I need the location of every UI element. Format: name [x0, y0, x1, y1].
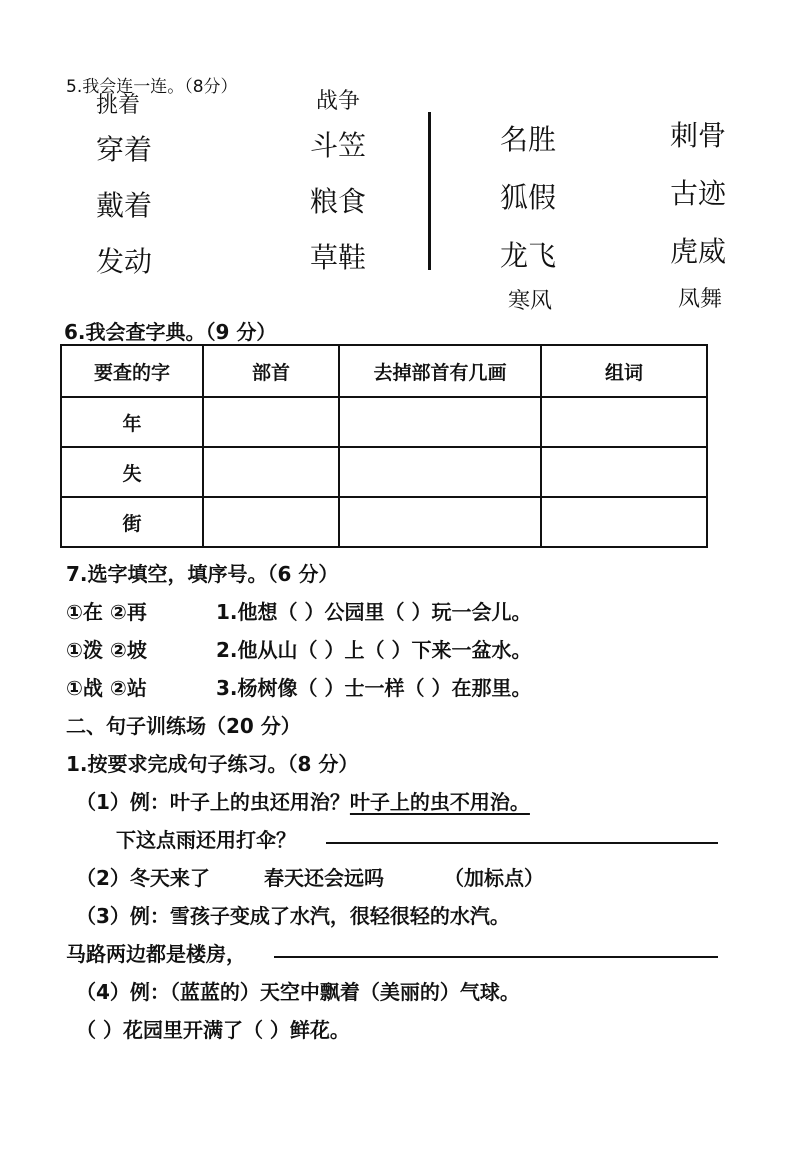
exercise-2-c: （加标点）: [444, 866, 544, 890]
example-1: [76, 786, 530, 815]
match-item: 穿着: [96, 133, 153, 166]
choice-options: ①战 ②站: [66, 676, 147, 700]
match-item: 龙飞: [500, 239, 557, 272]
exercise-2-a: （2）冬天来了: [76, 866, 210, 890]
match-item: 发动: [96, 245, 153, 278]
table-header-row: [61, 345, 707, 397]
fill-sentence: 3.杨树像（ ）士一样（ ）在那里。: [216, 676, 532, 700]
answer-cell[interactable]: [203, 497, 339, 547]
table-row: [61, 397, 707, 447]
match-item: 凤舞: [678, 287, 723, 312]
choice-options: ①泼 ②坡: [66, 638, 147, 662]
match-item: 古迹: [670, 177, 727, 210]
char-cell: 年: [61, 397, 203, 447]
example-4: （4）例：（蓝蓝的）天空中飘着（美丽的）气球。: [76, 980, 520, 1004]
match-item: 虎威: [670, 235, 727, 268]
q6-title: 6.我会查字典。（9 分）: [64, 320, 277, 344]
match-item: 战争: [316, 89, 361, 114]
fill-sentence: 2.他从山（ ）上（ ）下来一盆水。: [216, 638, 532, 662]
answer-cell[interactable]: [339, 497, 541, 547]
q7-title: 7.选字填空，填序号。（6 分）: [66, 562, 339, 586]
answer-cell[interactable]: [203, 447, 339, 497]
match-item: 草鞋: [310, 241, 367, 274]
fill-sentence: 1.他想（ ）公园里（ ）玩一会儿。: [216, 600, 532, 624]
table-row: [61, 497, 707, 547]
match-item: 戴着: [96, 189, 153, 222]
dictionary-table: [60, 344, 708, 548]
choice-options: ①在 ②再: [66, 600, 147, 624]
answer-line[interactable]: [326, 842, 718, 844]
match-item: 斗笠: [310, 129, 367, 162]
table-header: 部首: [203, 345, 339, 397]
char-cell: 街: [61, 497, 203, 547]
exercise-3-prompt: 马路两边都是楼房，: [66, 942, 246, 966]
char-cell: 失: [61, 447, 203, 497]
exercise-2-b: 春天还会远吗: [264, 866, 384, 890]
answer-cell[interactable]: [339, 397, 541, 447]
answer-line[interactable]: [274, 956, 718, 958]
table-header: 组词: [541, 345, 707, 397]
example-3: （3）例：雪孩子变成了水汽，很轻很轻的水汽。: [76, 904, 510, 928]
exercise-1-prompt: 下这点雨还用打伞？: [116, 828, 296, 852]
q5-title: 5.我会连一连。（8分）: [66, 77, 238, 97]
q1-title: 1.按要求完成句子练习。（8 分）: [66, 752, 359, 776]
answer-cell[interactable]: [541, 447, 707, 497]
answer-cell[interactable]: [541, 497, 707, 547]
table-header: 去掉部首有几画: [339, 345, 541, 397]
example-1-label: （1）例：叶子上的虫还用治？: [76, 790, 350, 814]
match-item: 粮食: [310, 185, 367, 218]
exercise-4-fill: （ ）花园里开满了（ ）鲜花。: [76, 1018, 350, 1042]
example-1-answer: 叶子上的虫不用治。: [349, 790, 530, 814]
match-item: 狐假: [500, 181, 557, 214]
table-header: 要查的字: [61, 345, 203, 397]
answer-cell[interactable]: [339, 447, 541, 497]
match-item: 刺骨: [670, 119, 727, 152]
match-item: 名胜: [500, 123, 557, 156]
column-divider: [428, 112, 431, 270]
answer-cell[interactable]: [541, 397, 707, 447]
match-item: 挑着: [96, 93, 141, 118]
table-row: [61, 447, 707, 497]
match-item: 寒风: [508, 289, 553, 314]
part2-title: 二、句子训练场（20 分）: [66, 714, 301, 738]
answer-cell[interactable]: [203, 397, 339, 447]
